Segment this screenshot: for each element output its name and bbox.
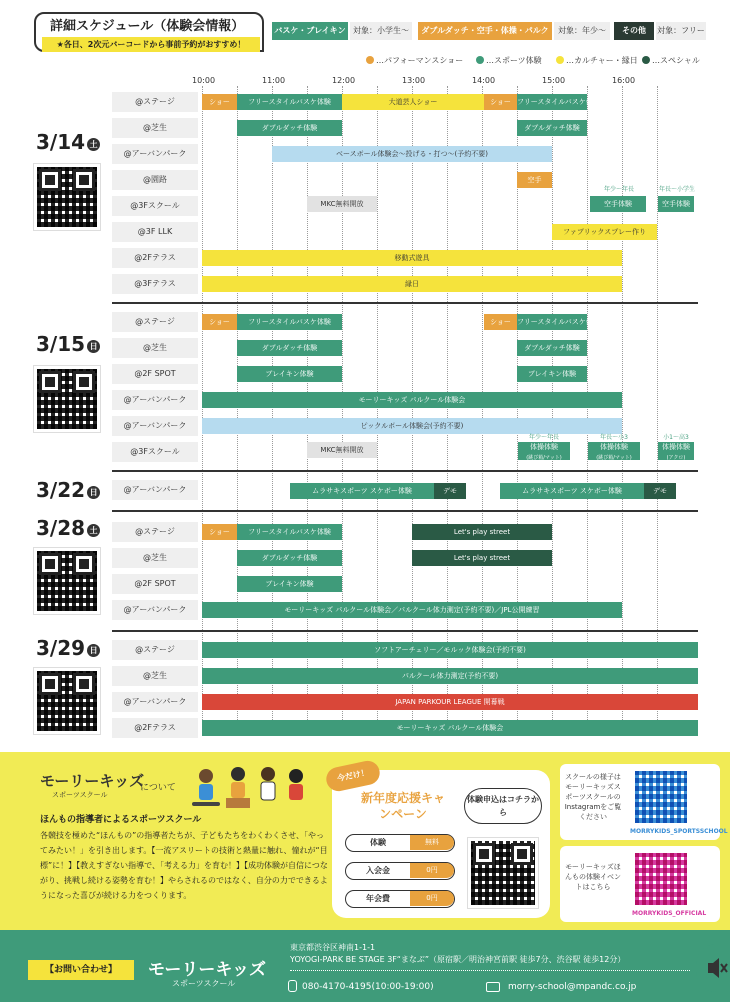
footer-logo-sub: スポーツスクール [172,979,236,988]
campaign-row: 体験 無料 [345,834,455,852]
campaign-row: 入会金 0円 [345,862,455,880]
category-doubledutch: ダブルダッチ・空手・体操・パルクール [418,22,552,40]
event-freestyle-basket[interactable]: フリースタイルバスケ体験 [237,314,342,330]
event-freestyle-basket[interactable]: フリースタイルバスケ体験 [517,314,587,330]
venue-label: @3Fスクール [112,196,198,216]
event-karate-exp[interactable]: 空手体験 [590,196,646,212]
day-of-week: 日 [87,340,100,353]
address: 東京都渋谷区神南1-1-1 YOYOGI-PARK BE STAGE 3F“まなぶ”（原宿駅／明治神宮前駅 徒歩7分、渋谷駅 徒歩12分） [290,943,626,964]
category-doubledutch-target: 対象：年少～ [554,22,610,40]
mute-icon [696,944,730,992]
campaign-badge: 今だけ！ [324,759,382,794]
event-double-dutch[interactable]: ダブルダッチ体験 [237,550,342,566]
event-lets-play-street[interactable]: Let's play street [412,524,552,540]
legend-dot [556,56,564,64]
school-logo: モーリーキッズ [40,772,145,790]
event-parkour-morry[interactable]: モーリーキッズ パルクール体験会 [202,720,698,736]
instagram-text: スクールの様子はモーリーキッズスポーツスクールのInstagramをご覧ください [564,773,622,821]
time-label: 15:00 [542,76,566,85]
event-oogiri-show[interactable]: 大道芸人ショー [342,94,484,110]
kids-illustration [186,764,316,810]
venue-label: @2Fテラス [112,718,198,738]
event-mkc[interactable]: MKC無料開放 [307,196,377,212]
event-show[interactable]: ショー [484,94,517,110]
about-label: について [140,783,176,793]
event-fabric-spray[interactable]: ファブリックスプレー作り [552,224,657,240]
event-show[interactable]: ショー [202,314,237,330]
email-address[interactable]: morry-school@mpandc.co.jp [508,982,637,992]
venue-label: @ステージ [112,522,198,542]
time-label: 14:00 [472,76,496,85]
gridline [622,86,623,736]
event-parkour-measure[interactable]: モーリーキッズ パルクール体験会／パルクール体力測定(予約不要)／JPL公開練習 [202,602,622,618]
event-murasaki-skateboard[interactable]: ムラサキスポーツ スケボー体験 [500,483,644,499]
event-double-dutch[interactable]: ダブルダッチ体験 [237,120,342,136]
day-separator [112,630,698,632]
event-parkour-morry[interactable]: モーリーキッズ パルクール体験会 [202,392,622,408]
venue-label: @3Fスクール [112,442,198,462]
phone-number[interactable]: 080-4170-4195(10:00-19:00) [302,982,434,992]
event-jpl[interactable]: JAPAN PARKOUR LEAGUE 開幕戦 [202,694,698,710]
event-demo[interactable]: デモ [434,483,466,499]
date-3-29: 3/29 日 [36,636,100,660]
venue-label: @アーバンパーク [112,600,198,620]
date-3-22: 3/22 日 [36,478,100,502]
target-note: 年少～年長 [603,186,634,193]
gridline [552,86,553,736]
qr-code-3-28[interactable] [34,548,100,614]
event-mkc[interactable]: MKC無料開放 [307,442,377,458]
school-logo-sub: スポーツスクール [52,791,108,799]
gridline [342,86,343,736]
category-basket-breakin: バスケ・ブレイキン [272,22,348,40]
event-baseball[interactable]: ベースボール体験会～投げる・打つ～(予約不要) [272,146,552,162]
venue-label: @ステージ [112,640,198,660]
instagram-text: モーリーキッズほんもの体験イベントはこちら [565,863,621,891]
day-of-week: 土 [87,524,100,537]
event-parkour-test[interactable]: パルクール体力測定(予約不要) [202,668,698,684]
gridline [202,86,203,736]
event-double-dutch[interactable]: ダブルダッチ体験 [517,120,587,136]
event-soft-archery[interactable]: ソフトアーチェリー／モルック体験会(予約不要) [202,642,698,658]
event-ennichi[interactable]: 縁日 [202,276,622,292]
time-label: 16:00 [612,76,636,85]
venue-label: @ステージ [112,312,198,332]
instagram-qr-school[interactable] [632,768,690,826]
qr-code-3-15[interactable] [34,366,100,432]
gridline [587,86,588,736]
event-demo[interactable]: デモ [644,483,676,499]
venue-label: @芝生 [112,118,198,138]
venue-label: @園路 [112,170,198,190]
instagram-handle[interactable]: MORRYKIDS_OFFICIAL [632,910,707,917]
event-show[interactable]: ショー [202,94,237,110]
target-note: 年長～小学生 [658,186,695,193]
target-note: 年少～年長 [528,434,559,441]
event-double-dutch[interactable]: ダブルダッチ体験 [517,340,587,356]
campaign-title: 新年度応援キャンペーン [360,791,445,821]
mute-button[interactable] [696,944,730,992]
gridline [657,86,658,736]
instagram-qr-official[interactable] [632,850,690,908]
qr-code-3-29[interactable] [34,668,100,734]
venue-label: @芝生 [112,666,198,686]
apply-label: 体験申込はコチラから [464,788,542,824]
event-gym[interactable]: 体操体験 (アクロ) [658,442,694,460]
promo-heading: ほんもの指導者によるスポーツスクール [40,815,202,825]
day-of-week: 日 [87,644,100,657]
category-other-target: 対象：フリー [656,22,706,40]
legend-dot [476,56,484,64]
day-separator [112,302,698,304]
event-karate-exp[interactable]: 空手体験 [658,196,694,212]
venue-label: @ステージ [112,92,198,112]
legend-performance: …パフォーマンスショー [366,55,463,66]
time-label: 12:00 [332,76,356,85]
mail-icon [486,982,500,992]
event-gym[interactable]: 体操体験 (跳び箱/マット) [518,442,570,460]
gridline [482,86,483,736]
day-of-week: 土 [87,138,100,151]
day-separator [112,510,698,512]
time-label: 13:00 [402,76,426,85]
target-note: 年長～小3 [600,434,628,441]
gridline [412,86,413,736]
event-breakin[interactable]: ブレイキン体験 [237,366,342,382]
legend-dot [366,56,374,64]
legend-dot [642,56,650,64]
event-freestyle-basket[interactable]: フリースタイルバスケ体験 [237,94,342,110]
venue-label: @芝生 [112,548,198,568]
category-other: その他 [614,22,654,40]
event-lets-play-street[interactable]: Let's play street [412,550,552,566]
event-breakin[interactable]: ブレイキン体験 [237,576,342,592]
phone-icon [288,980,297,992]
gridline [447,86,448,736]
category-basket-target: 対象：小学生～ [350,22,412,40]
apply-qr-code[interactable] [468,838,538,908]
footer-logo: モーリーキッズ [148,960,266,980]
legend-special: …スペシャル [642,55,700,66]
date-3-15: 3/15 日 [36,332,100,356]
venue-label: @芝生 [112,338,198,358]
event-freestyle-basket[interactable]: フリースタイルバスケ体験 [237,524,342,540]
venue-label: @3F LLK [112,222,198,242]
legend-culture: …カルチャー・縁日 [556,55,638,66]
gridline [237,86,238,736]
venue-label: @2F SPOT [112,364,198,384]
page-title: 詳細スケジュール（体験会情報） [50,19,245,34]
event-murasaki-skateboard[interactable]: ムラサキスポーツ スケボー体験 [290,483,434,499]
legend-sports: …スポーツ体験 [476,55,542,66]
gridline [307,86,308,736]
campaign-row: 年会費 0円 [345,890,455,908]
event-yugu[interactable]: 移動式遊具 [202,250,622,266]
venue-label: @3Fテラス [112,274,198,294]
venue-label: @2F SPOT [112,574,198,594]
promo-body: 各競技を極めた“ほんもの”の指導者たちが、子どもたちをわくわくさせ、「やってみたい！」を引き出します。【一流アスリートの技術と熱量に触れ、憧れが“目標”に！】【教えすぎない指導で、「考える力」を育む！】【成功体験が自信につながり、挑戦し続ける姿勢を育む！】やらされるのではなく、自分の力でできるようになった喜びが続ける力をつくります。 [40,831,328,900]
reservation-note: ★各日、2次元バーコードから事前予約がおすすめ！ [42,37,260,52]
venue-label: @2Fテラス [112,248,198,268]
event-karate[interactable]: 空手 [517,172,552,188]
qr-code-3-14[interactable] [34,164,100,230]
target-note: 小1～高3 [663,434,689,441]
date-3-28: 3/28 土 [36,516,100,540]
venue-label: @アーバンパーク [112,144,198,164]
divider [290,970,690,971]
gridline [272,86,273,736]
event-show[interactable]: ショー [202,524,237,540]
event-pickleball[interactable]: ピックルボール体験会(予約不要) [202,418,622,434]
date-3-14: 3/14 土 [36,130,100,154]
event-show[interactable]: ショー [484,314,517,330]
event-gym[interactable]: 体操体験 (跳び箱/マット) [588,442,640,460]
day-separator [112,470,698,472]
venue-label: @アーバンパーク [112,390,198,410]
venue-label: @アーバンパーク [112,416,198,436]
event-freestyle-basket[interactable]: フリースタイルバスケ体験 [517,94,587,110]
time-label: 11:00 [262,76,286,85]
contact-label: 【お問い合わせ】 [28,960,134,980]
event-breakin[interactable]: ブレイキン体験 [517,366,587,382]
time-label: 10:00 [192,76,216,85]
event-double-dutch[interactable]: ダブルダッチ体験 [237,340,342,356]
gridline [377,86,378,736]
venue-label: @アーバンパーク [112,480,198,500]
day-of-week: 日 [87,486,100,499]
venue-label: @アーバンパーク [112,692,198,712]
instagram-handle[interactable]: MORRYKIDS_SPORTSSCHOOL [630,828,728,835]
